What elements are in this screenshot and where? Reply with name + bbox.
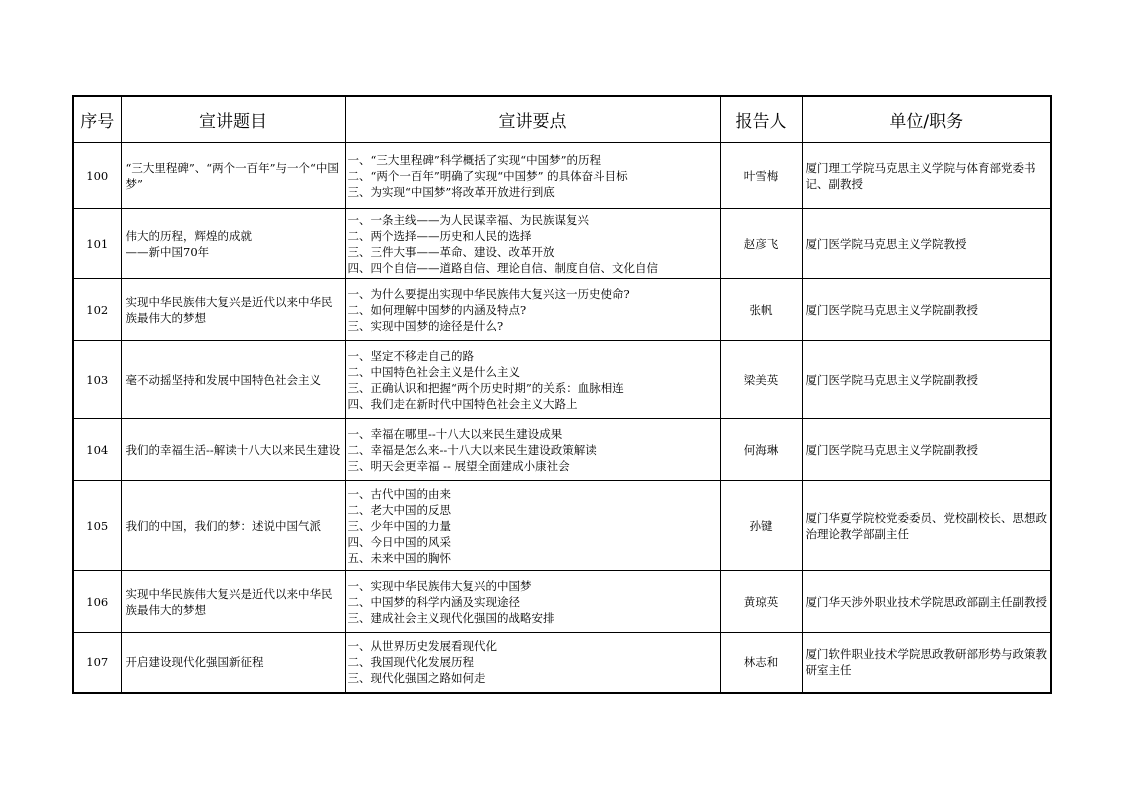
key-points xyxy=(345,209,720,279)
key-point-item: 二、“两个一百年”明确了实现“中国梦” 的具体奋斗目标 xyxy=(347,168,628,183)
lecture-program-table xyxy=(72,95,1052,694)
header-unit-position: 单位/职务 xyxy=(802,96,1051,143)
table-header-row xyxy=(73,96,1051,143)
key-point-item: 一、一条主线——为人民谋幸福、为民族谋复兴 xyxy=(347,212,589,227)
lecture-topic: 开启建设现代化强国新征程 xyxy=(121,633,345,693)
speaker-name: 梁美英 xyxy=(720,341,802,419)
table-row xyxy=(73,419,1051,481)
key-point-item: 一、坚定不移走自己的路 xyxy=(347,348,474,363)
unit-position: 厦门软件职业技术学院思政教研部形势与政策教研室主任 xyxy=(802,633,1051,693)
key-point-item: 三、明天会更幸福 -- 展望全面建成小康社会 xyxy=(347,458,570,473)
row-number: 100 xyxy=(73,143,121,209)
unit-position: 厦门理工学院马克思主义学院与体育部党委书记、副教授 xyxy=(802,143,1051,209)
speaker-name: 何海琳 xyxy=(720,419,802,481)
table-body xyxy=(73,143,1051,693)
unit-position: 厦门医学院马克思主义学院副教授 xyxy=(802,341,1051,419)
unit-position: 厦门医学院马克思主义学院副教授 xyxy=(802,419,1051,481)
key-point-item: 二、如何理解中国梦的内涵及特点? xyxy=(347,302,527,317)
speaker-name: 赵彦飞 xyxy=(720,209,802,279)
lecture-topic: 毫不动摇坚持和发展中国特色社会主义 xyxy=(121,341,345,419)
key-point-item: 一、古代中国的由来 xyxy=(347,486,451,501)
row-number: 103 xyxy=(73,341,121,419)
table-row xyxy=(73,279,1051,341)
header-topic: 宣讲题目 xyxy=(121,96,345,143)
table-row xyxy=(73,143,1051,209)
key-point-item: 一、实现中华民族伟大复兴的中国梦 xyxy=(347,578,532,593)
key-point-item: 三、正确认识和把握“两个历史时期”的关系：血脉相连 xyxy=(347,380,624,395)
row-number: 104 xyxy=(73,419,121,481)
lecture-topic: 伟大的历程，辉煌的成就 ——新中国70年 xyxy=(121,209,345,279)
row-number: 106 xyxy=(73,571,121,633)
table-row xyxy=(73,341,1051,419)
key-point-item: 三、少年中国的力量 xyxy=(347,518,451,533)
key-points xyxy=(345,279,720,341)
key-point-item: 三、三件大事——革命、建设、改革开放 xyxy=(347,244,555,259)
key-point-item: 三、现代化强国之路如何走 xyxy=(347,671,486,686)
key-points xyxy=(345,481,720,571)
table-row xyxy=(73,571,1051,633)
key-point-item: 一、为什么要提出实现中华民族伟大复兴这一历史使命? xyxy=(347,286,630,301)
table-row xyxy=(73,209,1051,279)
program-table-container xyxy=(72,95,1052,694)
key-point-item: 三、实现中国梦的途径是什么? xyxy=(347,318,504,333)
header-number: 序号 xyxy=(73,96,121,143)
key-point-item: 一、“三大里程碑”科学概括了实现“中国梦”的历程 xyxy=(347,152,602,167)
lecture-topic: 我们的幸福生活--解读十八大以来民生建设 xyxy=(121,419,345,481)
key-point-item: 二、幸福是怎么来--十八大以来民生建设政策解读 xyxy=(347,442,597,457)
key-point-item: 二、中国梦的科学内涵及实现途径 xyxy=(347,594,520,609)
row-number: 101 xyxy=(73,209,121,279)
header-key-points: 宣讲要点 xyxy=(345,96,720,143)
key-point-item: 二、两个选择——历史和人民的选择 xyxy=(347,228,532,243)
speaker-name: 孙键 xyxy=(720,481,802,571)
key-point-item: 一、幸福在哪里--十八大以来民生建设成果 xyxy=(347,426,563,441)
table-row xyxy=(73,633,1051,693)
speaker-name: 张帆 xyxy=(720,279,802,341)
key-point-item: 三、建成社会主义现代化强国的战略安排 xyxy=(347,610,555,625)
row-number: 105 xyxy=(73,481,121,571)
key-points xyxy=(345,571,720,633)
lecture-topic: “三大里程碑”、“两个一百年”与一个“中国梦” xyxy=(121,143,345,209)
lecture-topic: 实现中华民族伟大复兴是近代以来中华民族最伟大的梦想 xyxy=(121,571,345,633)
key-point-item: 一、从世界历史发展看现代化 xyxy=(347,639,497,654)
speaker-name: 叶雪梅 xyxy=(720,143,802,209)
key-point-item: 二、老大中国的反思 xyxy=(347,502,451,517)
key-point-item: 二、我国现代化发展历程 xyxy=(347,655,474,670)
row-number: 107 xyxy=(73,633,121,693)
row-number: 102 xyxy=(73,279,121,341)
unit-position: 厦门医学院马克思主义学院副教授 xyxy=(802,279,1051,341)
key-point-item: 四、今日中国的风采 xyxy=(347,534,451,549)
header-speaker: 报告人 xyxy=(720,96,802,143)
key-points xyxy=(345,341,720,419)
key-point-item: 四、四个自信——道路自信、理论自信、制度自信、文化自信 xyxy=(347,260,658,275)
lecture-topic: 实现中华民族伟大复兴是近代以来中华民族最伟大的梦想 xyxy=(121,279,345,341)
key-point-item: 五、未来中国的胸怀 xyxy=(347,550,451,565)
key-point-item: 二、中国特色社会主义是什么主义 xyxy=(347,364,520,379)
unit-position: 厦门华天涉外职业技术学院思政部副主任副教授 xyxy=(802,571,1051,633)
lecture-topic: 我们的中国，我们的梦：述说中国气派 xyxy=(121,481,345,571)
unit-position: 厦门医学院马克思主义学院教授 xyxy=(802,209,1051,279)
key-points xyxy=(345,419,720,481)
speaker-name: 林志和 xyxy=(720,633,802,693)
table-row xyxy=(73,481,1051,571)
speaker-name: 黄琼英 xyxy=(720,571,802,633)
key-points xyxy=(345,633,720,693)
key-point-item: 四、我们走在新时代中国特色社会主义大路上 xyxy=(347,396,578,411)
key-point-item: 三、为实现“中国梦”将改革开放进行到底 xyxy=(347,184,555,199)
key-points xyxy=(345,143,720,209)
unit-position: 厦门华夏学院校党委委员、党校副校长、思想政治理论教学部副主任 xyxy=(802,481,1051,571)
